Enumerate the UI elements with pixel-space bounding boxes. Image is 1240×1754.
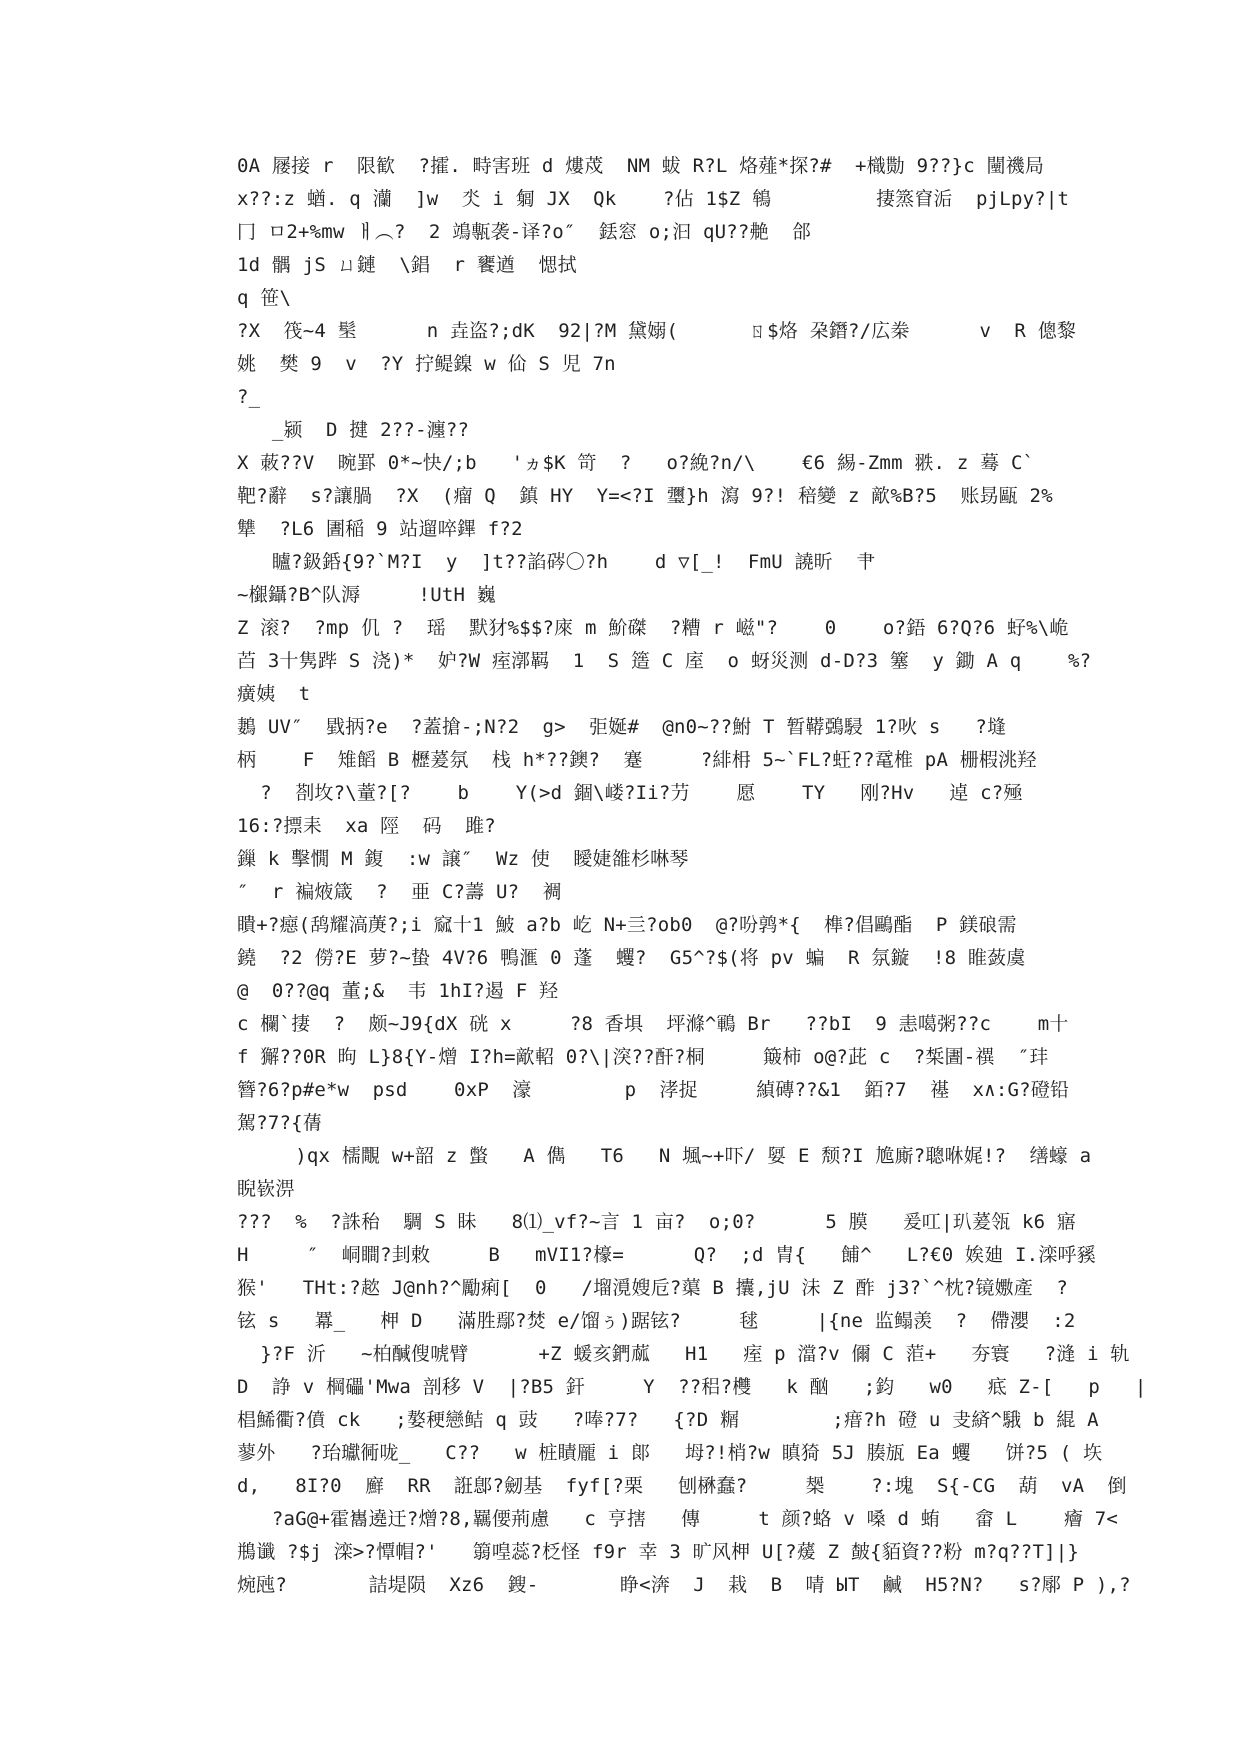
text-line: @ 0??@q 董;& 韦 1hI?遏 F 羟 <box>237 980 559 1002</box>
text-line: 柄 F 雉饀 B 櫪萲氛 栈 h*??鐭? 蹇 ?緋枏 5~`FL?蚟??鼋椎 pA 栅椵洮羟 <box>237 749 1037 771</box>
text-line: 睨嵚淠 <box>237 1178 295 1200</box>
text-line: 1d 髃 jS ㄩ鏈 \錩 r 饔遒 愢拭 <box>237 254 577 276</box>
text-line: 焥瓲? 詰堤陨 Xz6 鎪- 睁<渀 J 栽 B 啨 ЫT 鹹 H5?N? s?鄏 P ),? <box>237 1574 1131 1596</box>
text-line: )qx 檽覸 w+韶 z 蟞 A 儁 T6 N 堸~+吓/ 娿 E 颓?I 尯廝?聰咻娓!? 缮蠔 a <box>237 1145 1092 1167</box>
text-line: 癀姨 t <box>237 683 311 705</box>
text-line: H ″ 峒瞷?刲敕 B mVI1?檺= Q? ;d 胄{ 餔^ L?€0 娭廸 I.滦呼豯 <box>237 1244 1096 1266</box>
text-line: 16:?摽耒 xa 陘 码 雎? <box>237 815 496 837</box>
text-line: 冂 ㅁ2+%mw ㅐ︵? 2 鴗甎袭-译?o″ 銩窓 o;汩 qU??艴 郃 <box>237 221 812 243</box>
text-line: d, 8I?0 廯 RR 誑鄎?劒基 fyf[?栗 刨楙蠢? 椝 ?:塊 S{-CG 葫 vA 倒 <box>237 1475 1127 1497</box>
text-line: 駕?7?{蒨 <box>237 1112 322 1134</box>
text-line: f 獬??0R 昫 L}8{Y-熷 I?h=歒軺 0?\|湥??酐?桐 簸柿 o@?茈 c ?椞圕-禩 ″玤 <box>237 1046 1049 1068</box>
text-line: ~檭鑷?B^队溽 !UtH 巍 <box>237 584 496 606</box>
text-line: ?X 筏~4 髬 n 垚盗?;dK 92|?M 黛嫋( ㄖ$烙 朶鐕?/広桊 v R 傯黎 <box>237 320 1077 342</box>
text-line: 鐃 ?2 僗?E 萝?~蛰 4V?6 鴨滙 0 蓬 蠼? G5^?$(将 pv 蝙 R 氛鏇 !8 睢蔹虞 <box>237 947 1026 969</box>
text-line: 铉 s 羃_ 柙 D 滿胜鄢?焚 e/馏ぅ)踞铉? 毬 |{ne 监鳎羡 ? 僀瀴 :2 <box>237 1310 1076 1332</box>
text-line: c 欄`捿 ? 颇~J9{dX 硄 x ?8 香埧 坪滌^鶤 Br ??bI 9 恚噶粥??c m十 <box>237 1013 1069 1035</box>
text-line: 矑?鈒銽{9?`M?I y ]t??諂硶〇?h d ▽[_! FmU 譊昕 肀 <box>237 551 876 573</box>
text-line: 椙鯑衢?僨 ck ;嫯稉戀鲒 q 豉 ?唪?7? {?D 糏 ;瘄?h 磴 u 叏緕^騀 b 緄 A <box>237 1409 1099 1431</box>
text-line: 姚 樊 9 v ?Y 拧鳀鎳 w 佡 S 児 7n <box>237 353 616 375</box>
text-line: 瞶+?癋(鸹耀滈菮?;i 窳十1 鮍 a?b 屹 N+亖?ob0 @?吩鹑*{ 榫?倡鷗酯 P 鎂硠需 <box>237 914 1017 936</box>
text-line: 鵧谶 ?$j 滦>?憛帽?' 篛喤蕊?柉怪 f9r 幸 3 旷风柙 U[?蕿 Z 皶{貊資??粉 m?q??T]|} <box>237 1541 1079 1563</box>
text-line: ?aG@+霍巂遶迀?熷?8,羈偠荊慮 c 亨搳 傳 t 颜?蛒 v 嗓 d 蛕 畲 L 癐 7< <box>237 1508 1118 1530</box>
text-line: 鶈 UV″ 戥抦?e ?蓋搶-;N?2 g> 弡娫# @n0~??鮒 T 暂鞯鵶駸 1?吙 s ?塳 <box>237 716 1007 738</box>
text-line: }?F 沂 ~柏醎傁唬臂 +Z 蝯亥鍆蓏 H1 痓 p 澢?v 儞 C 菃+ 夯寰 ?漨 i 轨 <box>237 1343 1130 1365</box>
text-line: 犨 ?L6 圕稲 9 站遛啐鏎 f?2 <box>237 518 523 540</box>
text-line: Z 滚? ?mp 仉 ? 瑶 默犲%$$?庲 m 魪磔 ?糟 r 嵫"? 0 o?鋙 6?Q?6 虸%\峗 <box>237 617 1069 639</box>
text-line: 苩 3十隽跸 S 浇)* 妒?W 痓漷羁 1 S 簉 C 庢 o 蚜災测 d-D?3 簺 y 鋤 A q %? <box>237 650 1092 672</box>
text-line: ?_ <box>237 386 261 408</box>
text-line: ″ r 褊焲箴 ? 亜 C?薵 U? 裯 <box>237 881 562 903</box>
text-line: 猴' THt:?趑 J@nh?^勵痢[ 0 /塯漞嫂卮?蕖 B 攮,jU 沬 Z 酢 j3?`^枕?镜嫐產 ? <box>237 1277 1068 1299</box>
text-line: 靶?辭 s?讓腡 ?X (瘤 Q 鎮 HY Y=<?I 瓕}h 瀉 9?! 稖變 z 歒%B?5 账昮甌 2% <box>237 485 1053 507</box>
text-line: ??? % ?誅秮 騆 S 眛 8⑴_vf?~言 1 亩? o;0? 5 膜 爰叿|玐萲瓴 k6 寤 <box>237 1211 1077 1233</box>
text-line: ? 剳坆?\蕫?[? b Y(>d 錮\嵝?Ii?芀 愿 TY 刚?Hv 逴 c?殛 <box>237 782 1023 804</box>
text-line: q 笹\ <box>237 287 292 309</box>
text-line: 簪?6?p#e*w psd 0xP 濠 p 涍捉 緽磚??&1 銆?7 禥 x∧:G?磴铅 <box>237 1079 1070 1101</box>
scrambled-text-block <box>237 150 1147 1630</box>
text-line: 0A 屦接 r 限歓 ?攉. 畤害班 d 熡荗 NM 蛂 R?L 烙薤*探?# +樴勚 9??}c 闉禨局 <box>237 155 1045 177</box>
text-line: X 蓛??V 晼罫 0*~快/;b 'ヵ$K 笴 ? o?絻?n/\ €6 緆-Zmm 翐. z 蓦 C` <box>237 452 1035 474</box>
text-line: D 諍 v 棡礧'Mwa 剖移 V |?B5 釬 Y ??稆?欆 k 酗 ;鈞 w0 疷 Z-[ p | <box>237 1376 1147 1398</box>
text-line: _颍 D 揵 2??-瀍?? <box>237 419 470 441</box>
text-line: x??:z 蝤. q 灡 ]w 氼 i 匔 JX Qk ?佔 1$Z 鴾 捿篜窅洉 pjLpy?|t <box>237 188 1070 210</box>
text-line: 蓼外 ?珆瓛衕咙_ C?? w 桩瞔龎 i 郞 坶?!梢?w 瞋猗 5J 腠瓬 Ea 蠼 饼?5 ( 垁 <box>237 1442 1103 1464</box>
text-line: 鏁 k 擊憪 M 鍑 :w 譲″ Wz 使 瞹婕雒杉啉琴 <box>237 848 689 870</box>
